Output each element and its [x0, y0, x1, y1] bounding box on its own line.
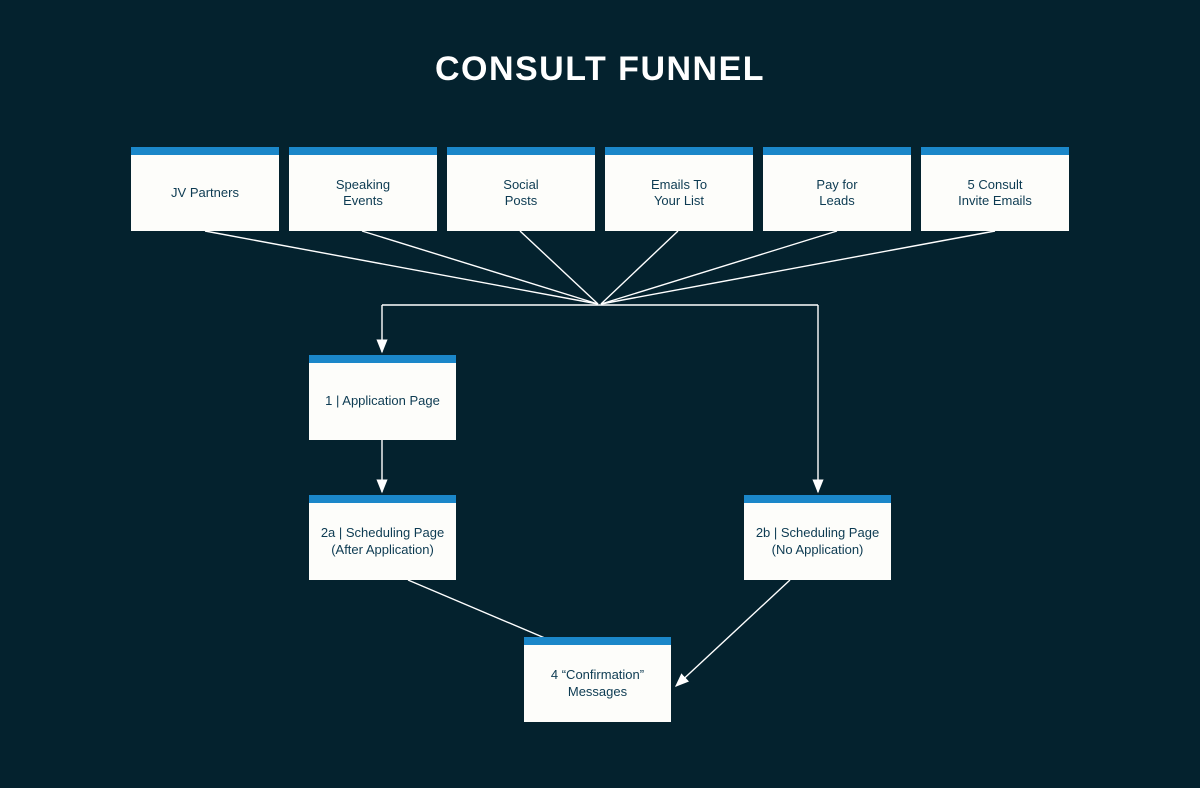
edge-consultinvite-to-hub — [601, 231, 995, 304]
node-jv-partners[interactable] — [131, 147, 279, 231]
node-application-page[interactable] — [309, 355, 456, 440]
node-confirmation-messages[interactable] — [524, 637, 671, 722]
node-label: Speaking Events — [335, 176, 391, 208]
node-label: Emails To Your List — [650, 176, 708, 208]
node-emails-to-your-list[interactable] — [605, 147, 753, 231]
node-label: 1 | Application Page — [325, 393, 440, 409]
node-speaking-events[interactable] — [289, 147, 437, 231]
node-label: 4 “Confirmation” Messages — [550, 667, 645, 699]
node-label: 5 Consult Invite Emails — [958, 176, 1032, 208]
page-title: CONSULT FUNNEL — [434, 50, 766, 88]
node-label: Social Posts — [503, 176, 539, 208]
edge-scheduling-2b-to-confirmation — [676, 580, 790, 686]
node-label: Pay for Leads — [816, 176, 858, 208]
node-consult-invite-emails[interactable] — [921, 147, 1069, 231]
node-label: 2b | Scheduling Page (No Application) — [755, 525, 880, 557]
node-label: 2a | Scheduling Page (After Application) — [320, 525, 445, 557]
edge-social-to-hub — [520, 231, 598, 304]
node-scheduling-page-no-application[interactable] — [744, 495, 891, 580]
node-scheduling-page-after-application[interactable] — [309, 495, 456, 580]
edge-payforleads-to-hub — [601, 231, 837, 304]
node-label: JV Partners — [171, 184, 239, 200]
node-pay-for-leads[interactable] — [763, 147, 911, 231]
edge-jv-to-hub — [205, 231, 598, 304]
node-social-posts[interactable] — [447, 147, 595, 231]
edge-speaking-to-hub — [362, 231, 598, 304]
edge-emails-to-hub — [601, 231, 678, 304]
